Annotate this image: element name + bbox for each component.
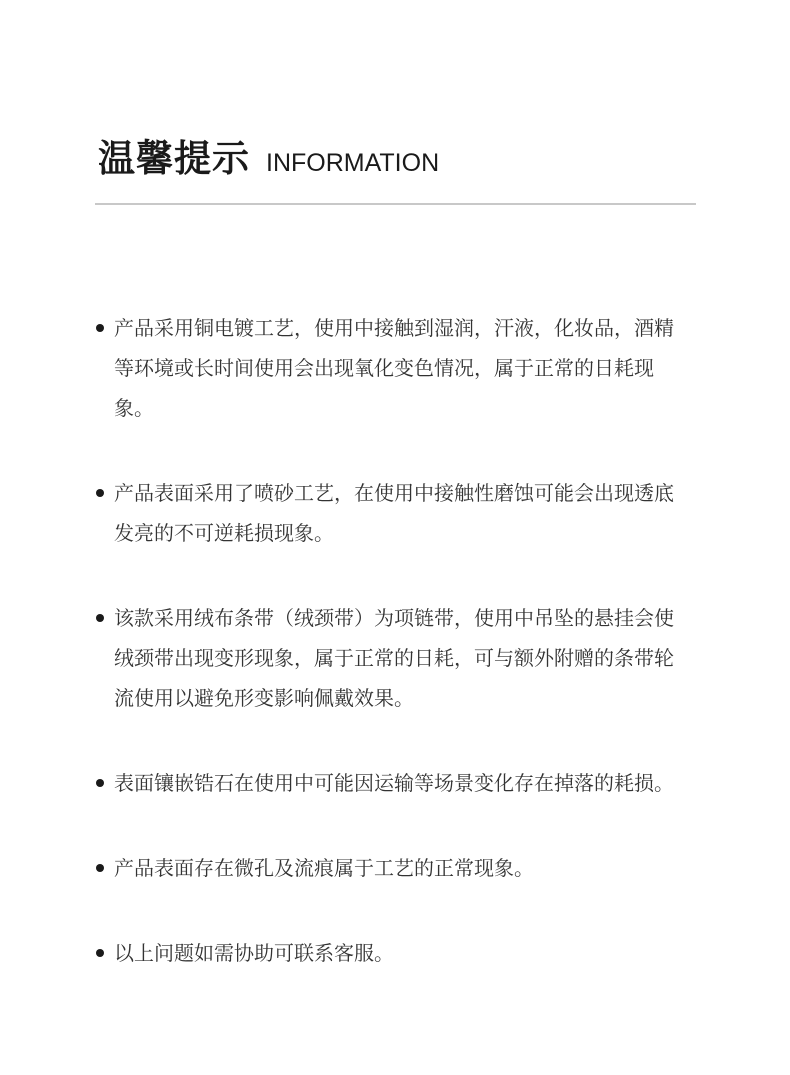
bullet-icon <box>96 949 104 957</box>
notice-item <box>96 848 690 888</box>
notice-text: 该款采用绒布条带（绒颈带）为项链带，使用中吊坠的悬挂会使绒颈带出现变形现象，属于正常的日耗，可与额外附赠的条带轮流使用以避免形变影响佩戴效果。 <box>114 606 674 710</box>
notice-text: 产品采用铜电镀工艺，使用中接触到湿润，汗液，化妆品，酒精等环境或长时间使用会出现氧化变色情况，属于正常的日耗现象。 <box>114 316 674 420</box>
notice-text: 产品表面采用了喷砂工艺，在使用中接触性磨蚀可能会出现透底发亮的不可逆耗损现象。 <box>114 481 674 545</box>
notice-header <box>98 128 439 182</box>
notice-item <box>96 473 690 553</box>
notice-text: 以上问题如需协助可联系客服。 <box>114 941 394 965</box>
notice-item <box>96 598 690 718</box>
notice-item <box>96 308 690 428</box>
bullet-icon <box>96 489 104 497</box>
notice-item <box>96 763 690 803</box>
page-title: 温馨提示 <box>98 137 250 180</box>
bullet-icon <box>96 864 104 872</box>
notice-list <box>96 308 690 1018</box>
bullet-icon <box>96 779 104 787</box>
bullet-icon <box>96 614 104 622</box>
page-subtitle: INFORMATION <box>266 149 440 177</box>
notice-text: 产品表面存在微孔及流痕属于工艺的正常现象。 <box>114 856 534 880</box>
bullet-icon <box>96 324 104 332</box>
header-divider <box>95 203 696 205</box>
notice-item <box>96 933 690 973</box>
notice-text: 表面镶嵌锆石在使用中可能因运输等场景变化存在掉落的耗损。 <box>114 771 674 795</box>
